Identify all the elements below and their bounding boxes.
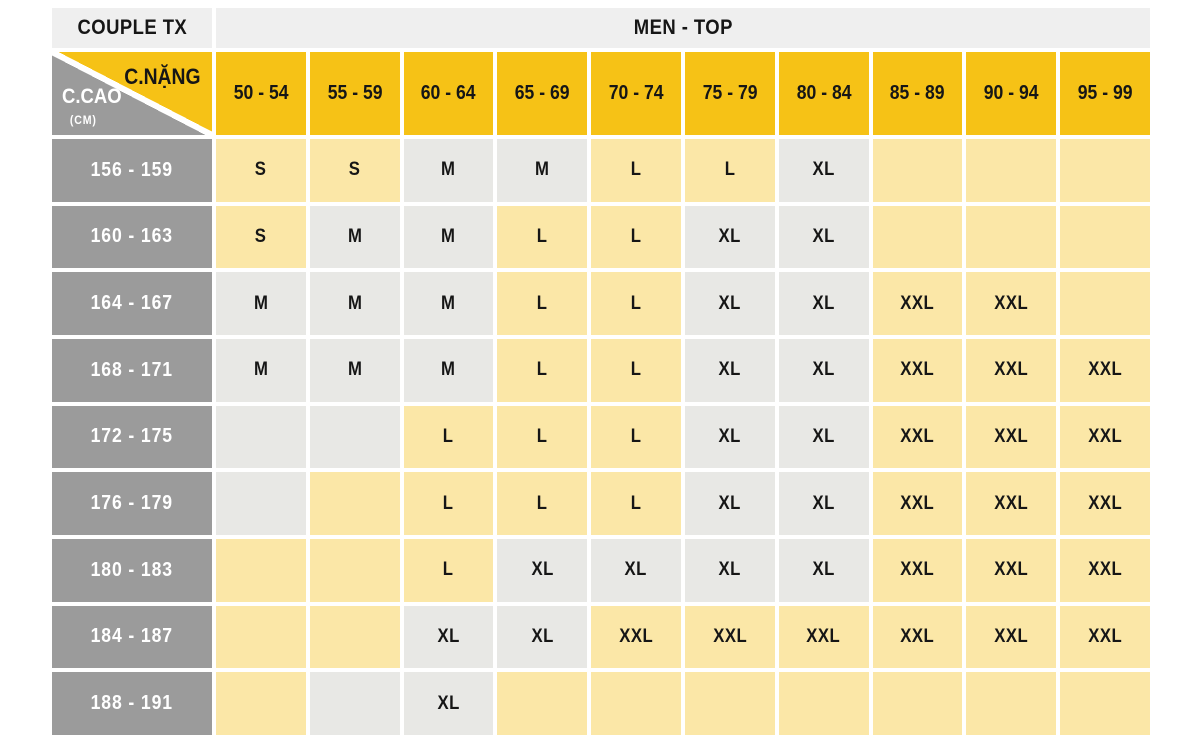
- size-cell: [497, 472, 587, 535]
- size-cell: [966, 139, 1056, 202]
- size-cell: [216, 406, 306, 469]
- size-cell: [966, 539, 1056, 602]
- size-cell-label: L: [630, 225, 642, 247]
- size-cell: [1060, 472, 1150, 535]
- size-cell: [591, 272, 681, 335]
- size-cell-label: S: [348, 159, 361, 181]
- size-cell: [873, 539, 963, 602]
- size-cell-label: L: [630, 359, 642, 381]
- size-cell: [685, 539, 775, 602]
- size-cell: [404, 139, 494, 202]
- size-cell-label: M: [441, 225, 456, 247]
- row-header-label: 180 - 183: [90, 558, 174, 581]
- size-cell-label: XXL: [994, 359, 1029, 381]
- col-header: [404, 52, 494, 135]
- size-cell: [966, 672, 1056, 735]
- size-cell-label: XXL: [712, 625, 747, 647]
- size-cell: [591, 206, 681, 269]
- size-cell: [404, 272, 494, 335]
- size-cell-label: XXL: [994, 492, 1029, 514]
- size-cell: [1060, 406, 1150, 469]
- size-cell: [1060, 339, 1150, 402]
- size-cell: [779, 206, 869, 269]
- size-cell-label: XXL: [900, 425, 935, 447]
- size-chart-table: [52, 8, 1150, 735]
- size-cell: [966, 606, 1056, 669]
- size-cell-label: M: [253, 359, 269, 381]
- size-cell: [873, 606, 963, 669]
- row-header-label: 172 - 175: [90, 425, 174, 448]
- row-header: [52, 472, 212, 535]
- size-cell: [310, 406, 400, 469]
- size-cell: [1060, 539, 1150, 602]
- size-cell: [216, 672, 306, 735]
- size-cell-label: L: [536, 359, 548, 381]
- size-cell-label: L: [724, 159, 736, 181]
- col-header-label: 90 - 94: [983, 82, 1039, 104]
- row-header-label: 176 - 179: [90, 492, 174, 515]
- size-cell: [497, 539, 587, 602]
- size-cell-label: XL: [812, 159, 835, 181]
- size-cell: [685, 672, 775, 735]
- size-cell-label: XXL: [619, 625, 654, 647]
- col-header: [216, 52, 306, 135]
- size-cell-label: L: [536, 425, 548, 447]
- size-cell-label: XL: [531, 559, 554, 581]
- size-cell: [310, 206, 400, 269]
- size-cell-label: XXL: [994, 292, 1029, 314]
- size-cell-label: L: [630, 292, 642, 314]
- size-cell: [404, 672, 494, 735]
- size-cell-label: XL: [718, 559, 742, 581]
- size-cell: [591, 539, 681, 602]
- size-cell: [497, 272, 587, 335]
- size-cell: [1060, 672, 1150, 735]
- row-header: [52, 606, 212, 669]
- size-cell-label: XL: [718, 292, 742, 314]
- size-cell: [873, 406, 963, 469]
- col-header: [497, 52, 587, 135]
- size-cell: [779, 539, 869, 602]
- size-cell: [310, 139, 400, 202]
- size-cell-label: M: [347, 359, 362, 381]
- size-cell: [685, 139, 775, 202]
- height-axis-label: C.CAO: [62, 85, 122, 108]
- size-cell-label: L: [536, 292, 548, 314]
- size-cell: [310, 272, 400, 335]
- size-cell: [873, 139, 963, 202]
- size-cell-label: XXL: [1088, 625, 1123, 647]
- size-cell: [216, 206, 306, 269]
- row-header: [52, 206, 212, 269]
- size-cell-label: S: [255, 225, 267, 247]
- size-cell: [779, 406, 869, 469]
- size-cell: [310, 339, 400, 402]
- size-cell: [310, 539, 400, 602]
- size-cell-label: XXL: [1088, 359, 1123, 381]
- size-cell: [685, 339, 775, 402]
- col-header-label: 70 - 74: [608, 82, 664, 104]
- size-cell: [779, 139, 869, 202]
- size-cell-label: L: [536, 225, 548, 247]
- row-header: [52, 139, 212, 202]
- col-header-label: 50 - 54: [233, 82, 289, 104]
- size-cell: [404, 206, 494, 269]
- size-cell: [873, 272, 963, 335]
- men-top-label: MEN - TOP: [633, 16, 733, 39]
- size-cell-label: XL: [718, 225, 742, 247]
- size-cell-label: XL: [624, 559, 648, 581]
- size-cell-label: L: [630, 425, 642, 447]
- size-cell-label: XL: [718, 492, 742, 514]
- size-cell-label: XL: [718, 425, 742, 447]
- row-header-label: 164 - 167: [90, 292, 174, 315]
- size-cell: [404, 406, 494, 469]
- size-cell: [873, 672, 963, 735]
- size-cell-label: XL: [812, 225, 835, 247]
- size-cell: [404, 472, 494, 535]
- size-cell-label: XL: [812, 425, 835, 447]
- size-cell: [591, 406, 681, 469]
- size-cell-label: L: [443, 492, 454, 514]
- size-cell-label: XXL: [994, 559, 1029, 581]
- size-cell: [591, 606, 681, 669]
- row-header-label: 156 - 159: [90, 158, 174, 181]
- size-cell: [591, 339, 681, 402]
- size-cell-label: XL: [437, 692, 460, 714]
- size-cell: [216, 606, 306, 669]
- size-cell-label: XXL: [1088, 559, 1123, 581]
- row-header-label: 168 - 171: [90, 358, 174, 381]
- size-cell-label: XXL: [900, 559, 935, 581]
- size-cell: [591, 139, 681, 202]
- row-header: [52, 339, 212, 402]
- size-cell: [404, 339, 494, 402]
- couple-tx-header: [52, 8, 212, 48]
- size-cell-label: L: [443, 559, 454, 581]
- size-cell-label: L: [630, 159, 642, 181]
- col-header: [591, 52, 681, 135]
- col-header-label: 65 - 69: [514, 82, 570, 104]
- size-cell-label: L: [536, 492, 548, 514]
- row-header-label: 188 - 191: [90, 692, 174, 715]
- size-cell: [216, 139, 306, 202]
- size-cell: [216, 272, 306, 335]
- couple-tx-label: COUPLE TX: [77, 16, 187, 39]
- size-cell-label: M: [347, 292, 362, 314]
- col-header-label: 85 - 89: [890, 82, 945, 104]
- row-header: [52, 272, 212, 335]
- size-cell-label: XXL: [994, 625, 1029, 647]
- size-cell: [1060, 139, 1150, 202]
- size-cell: [873, 206, 963, 269]
- col-header: [966, 52, 1056, 135]
- size-cell-label: XL: [812, 359, 835, 381]
- size-cell: [216, 472, 306, 535]
- size-cell-label: S: [255, 159, 267, 181]
- size-cell: [779, 672, 869, 735]
- size-cell: [685, 606, 775, 669]
- size-cell-label: XXL: [900, 625, 935, 647]
- size-cell: [779, 339, 869, 402]
- size-cell: [685, 406, 775, 469]
- size-cell-label: XL: [437, 625, 460, 647]
- size-cell: [1060, 206, 1150, 269]
- men-top-header: [216, 8, 1150, 48]
- size-cell: [966, 206, 1056, 269]
- size-cell: [497, 406, 587, 469]
- size-cell-label: XXL: [1088, 492, 1123, 514]
- size-cell-label: XL: [531, 625, 554, 647]
- size-cell: [685, 472, 775, 535]
- size-cell-label: M: [253, 292, 269, 314]
- col-header: [685, 52, 775, 135]
- size-cell-label: M: [441, 359, 456, 381]
- unit-label: (CM): [69, 113, 97, 127]
- size-cell: [873, 472, 963, 535]
- size-cell: [497, 606, 587, 669]
- size-cell-label: XXL: [900, 359, 935, 381]
- size-cell: [779, 606, 869, 669]
- size-cell: [591, 472, 681, 535]
- size-cell-label: M: [441, 159, 456, 181]
- size-cell: [685, 206, 775, 269]
- size-cell: [966, 272, 1056, 335]
- col-header-label: 60 - 64: [421, 82, 476, 104]
- size-cell: [591, 672, 681, 735]
- corner-cell: [52, 52, 212, 135]
- weight-axis-label: C.NẶNG: [124, 64, 201, 89]
- size-cell-label: XL: [812, 559, 835, 581]
- size-cell-label: XXL: [806, 625, 841, 647]
- col-header: [310, 52, 400, 135]
- size-cell: [685, 272, 775, 335]
- size-cell-label: L: [443, 425, 454, 447]
- size-cell-label: XL: [812, 492, 835, 514]
- size-cell: [966, 406, 1056, 469]
- size-cell-label: XXL: [900, 292, 935, 314]
- row-header: [52, 539, 212, 602]
- size-cell-label: M: [535, 159, 550, 181]
- row-header: [52, 672, 212, 735]
- col-header-label: 55 - 59: [327, 82, 383, 104]
- size-cell-label: M: [441, 292, 456, 314]
- col-header: [1060, 52, 1150, 135]
- size-cell-label: M: [347, 225, 362, 247]
- size-cell: [497, 339, 587, 402]
- size-cell: [779, 272, 869, 335]
- size-cell: [310, 672, 400, 735]
- size-cell: [216, 339, 306, 402]
- size-cell: [310, 606, 400, 669]
- size-cell-label: L: [630, 492, 642, 514]
- size-cell: [216, 539, 306, 602]
- size-cell: [1060, 272, 1150, 335]
- size-cell: [779, 472, 869, 535]
- size-cell-label: XL: [718, 359, 742, 381]
- row-header-label: 184 - 187: [90, 625, 174, 648]
- size-cell: [966, 339, 1056, 402]
- size-cell-label: XXL: [994, 425, 1029, 447]
- col-header-label: 95 - 99: [1077, 82, 1133, 104]
- size-cell-label: XXL: [1088, 425, 1123, 447]
- row-header: [52, 406, 212, 469]
- size-cell-label: XXL: [900, 492, 935, 514]
- size-cell: [497, 206, 587, 269]
- size-cell-label: XL: [812, 292, 835, 314]
- size-cell: [966, 472, 1056, 535]
- col-header: [873, 52, 963, 135]
- size-cell: [310, 472, 400, 535]
- col-header-label: 75 - 79: [702, 82, 758, 104]
- row-header-label: 160 - 163: [90, 225, 174, 248]
- size-cell: [404, 539, 494, 602]
- size-cell: [873, 339, 963, 402]
- size-cell: [497, 672, 587, 735]
- size-cell: [404, 606, 494, 669]
- size-cell: [1060, 606, 1150, 669]
- size-cell: [497, 139, 587, 202]
- col-header-label: 80 - 84: [796, 82, 852, 104]
- col-header: [779, 52, 869, 135]
